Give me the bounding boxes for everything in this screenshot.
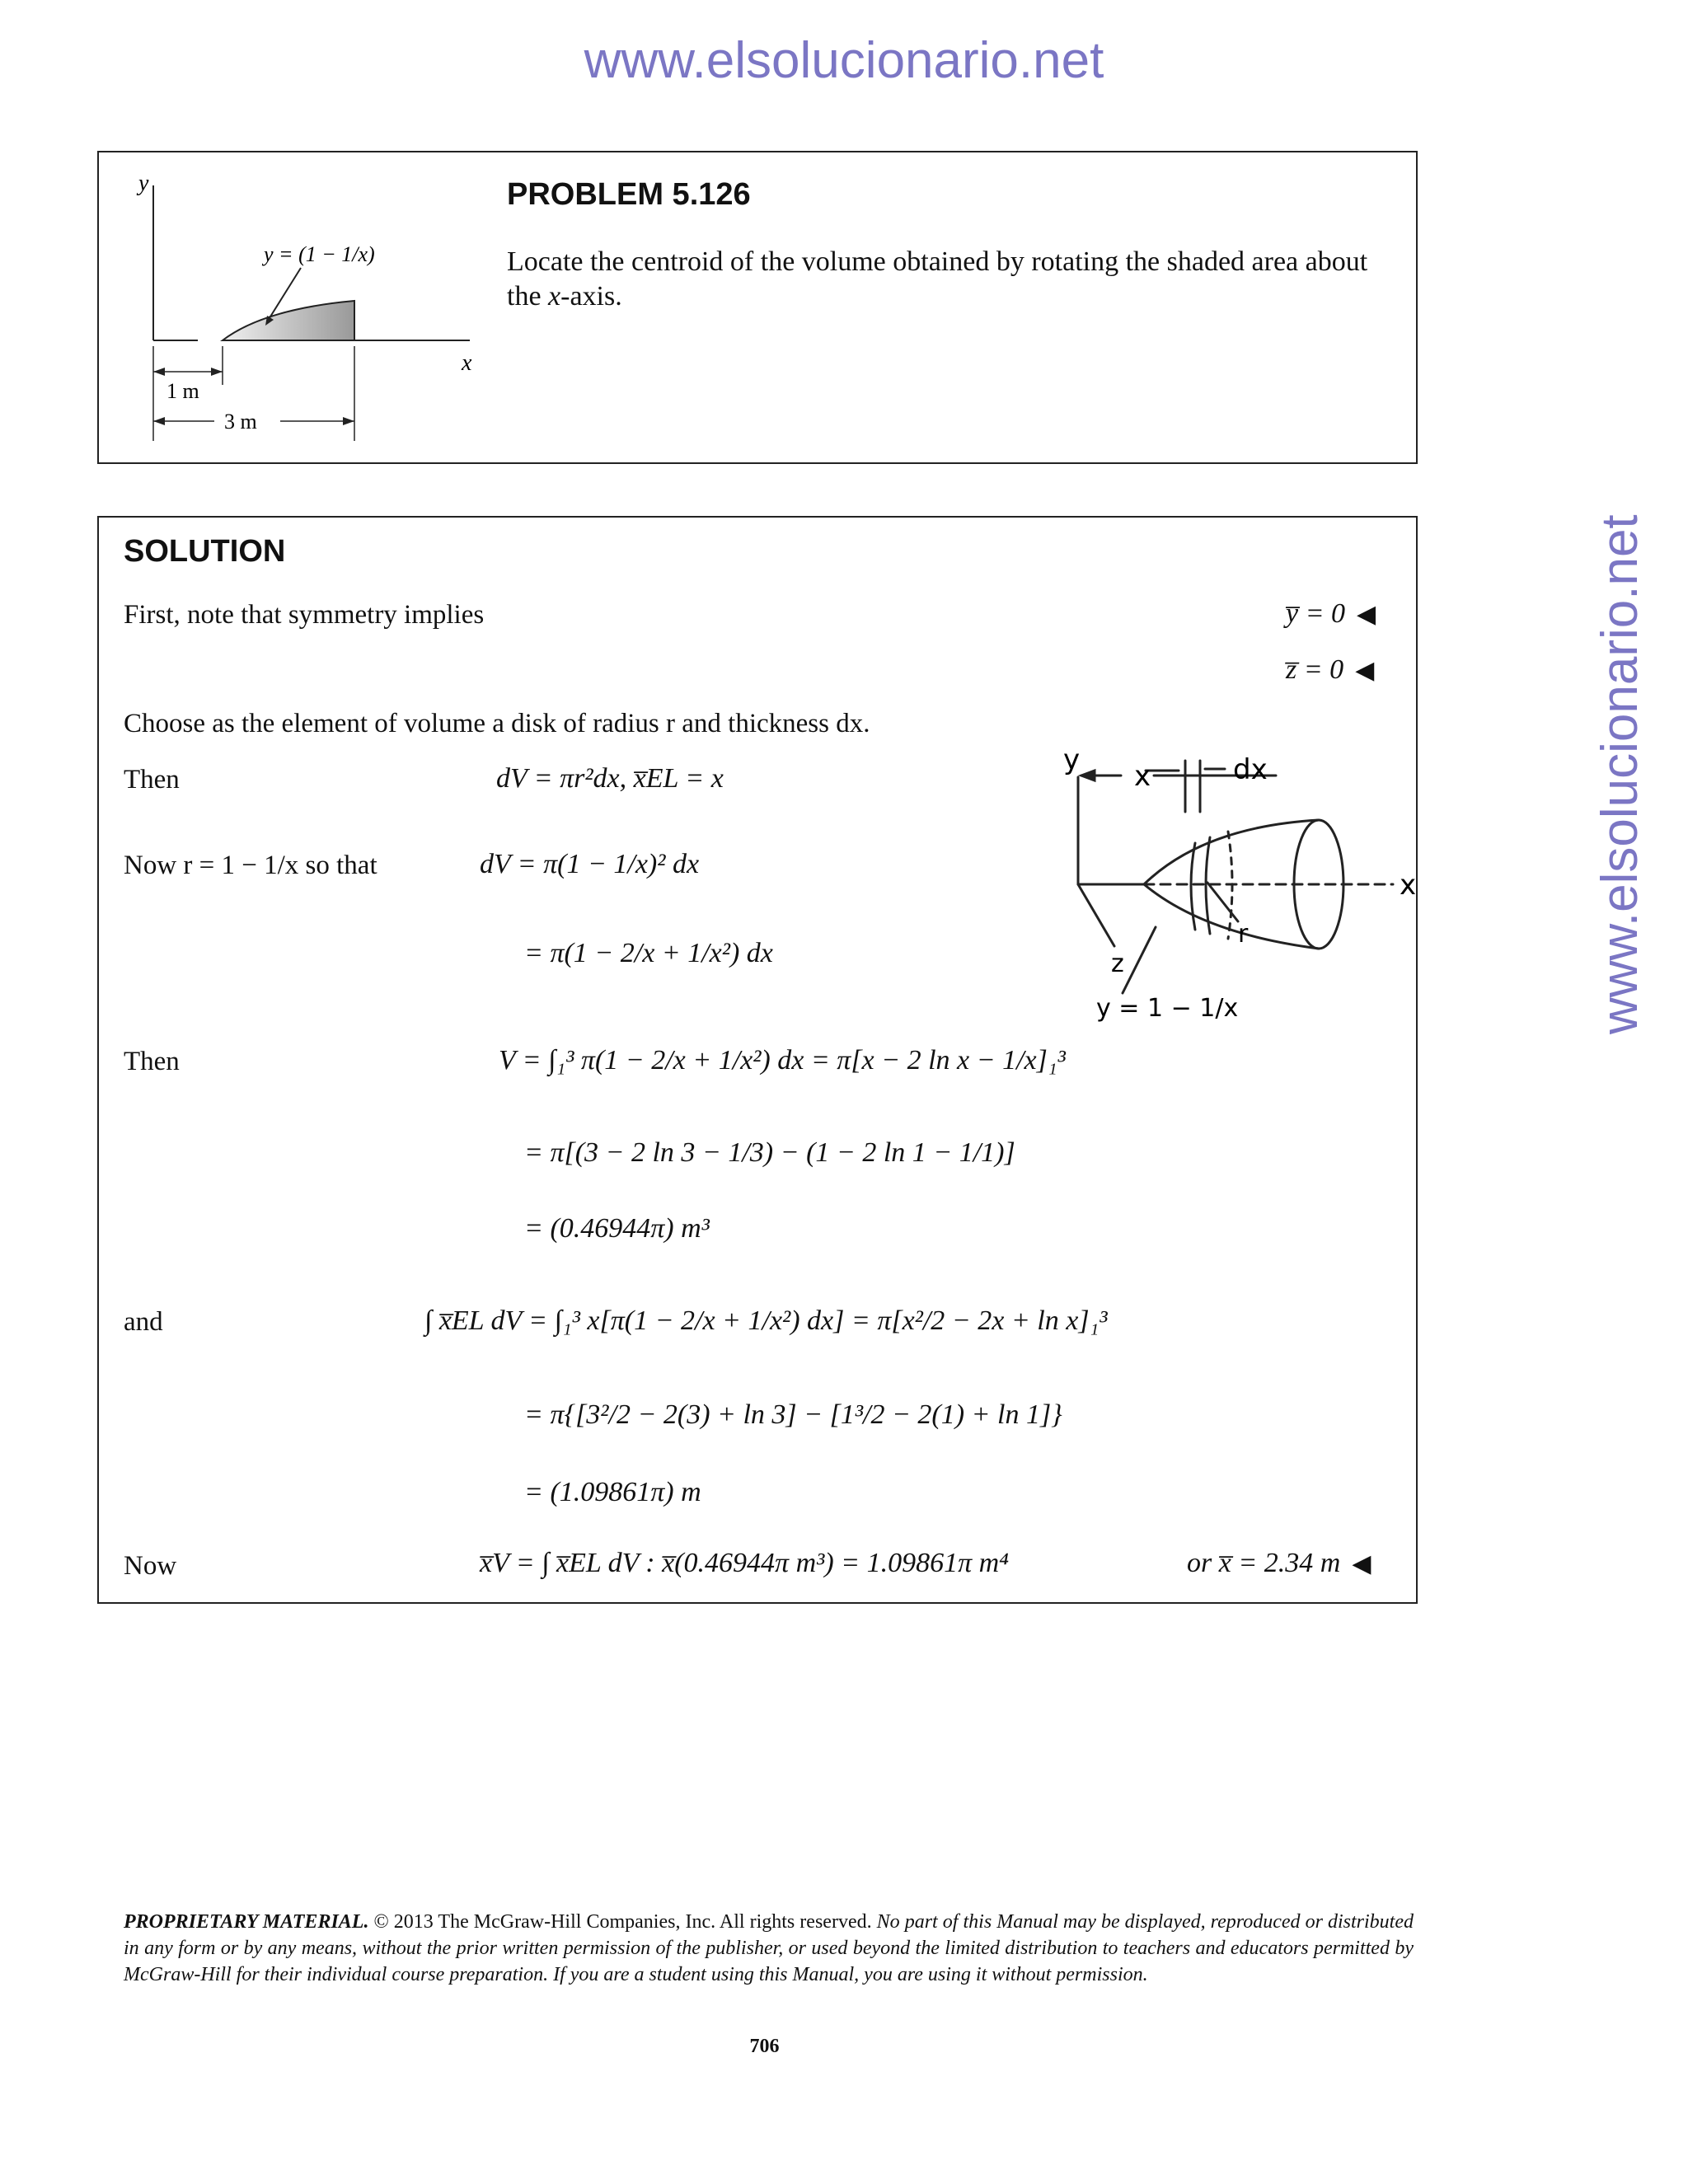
ybar-result: y̅ = 0 ◀ <box>1286 598 1376 629</box>
symmetry-text: First, note that symmetry implies <box>124 600 485 630</box>
footer-notice-text: No part of this Manual may be displayed, reproduced or distributed in any form or by any means, without the prior written permission of the publisher, or used beyond the limited distribution to teachers and educators permitted by McGraw-Hill for their individual course preparation. If you are a student using this Manual, you are using it without permission. <box>124 1911 1414 1985</box>
final-answer: or x̅ = 2.34 m ◀ <box>1187 1548 1372 1578</box>
eq-v3: = (0.46944π) m³ <box>524 1213 710 1244</box>
now-label-2: Now <box>124 1551 177 1581</box>
element-text: Choose as the element of volume a disk of radius r and thickness dx. <box>124 709 870 738</box>
solution-title: SOLUTION <box>124 534 286 569</box>
footer-notice <box>124 1909 1414 1988</box>
problem-figure <box>124 169 552 449</box>
statement-text-end: -axis. <box>560 281 622 312</box>
page-number: 706 <box>749 2036 780 2057</box>
and-label: and <box>124 1307 163 1337</box>
problem-title: PROBLEM 5.126 <box>507 177 751 212</box>
sketch-dx: dx <box>1233 753 1268 786</box>
eq-i3: = (1.09861π) m <box>524 1477 701 1507</box>
fig-dim1: 1 m <box>166 379 199 403</box>
eq-dv2: dV = π(1 − 1/x)² dx <box>480 849 700 879</box>
fig-curve-label: y = (1 − 1/x) <box>264 242 375 266</box>
sketch-x-axis: x <box>1400 869 1417 902</box>
footer-rights: © 2013 The McGraw-Hill Companies, Inc. All rights reserved. <box>368 1911 872 1933</box>
fig-y-label: y <box>138 171 149 196</box>
eq-i1: ∫ x̅EL dV = ∫₁³ x[π(1 − 2/x + 1/x²) dx] = π[x²/2 − 2x + ln x]₁³ <box>424 1305 1108 1336</box>
then-label-1: Then <box>124 765 180 794</box>
eq-dv: dV = πr²dx, x̅EL = x <box>496 763 724 794</box>
problem-box <box>97 151 1418 464</box>
fig-dim2: 3 m <box>224 410 257 434</box>
statement-var: x <box>548 281 561 312</box>
disk-element-sketch <box>1063 744 1525 1033</box>
problem-statement <box>507 245 1401 314</box>
statement-text: Locate the centroid of the volume obtained by rotating the shaded area about the <box>507 246 1368 312</box>
footer-lead: PROPRIETARY MATERIAL. <box>124 1911 369 1933</box>
sketch-curve: y = 1 − 1/x <box>1096 994 1239 1023</box>
sketch-y: y <box>1063 744 1081 776</box>
zbar-result: z̅ = 0 ◀ <box>1286 654 1375 685</box>
eq-final: x̅V = ∫ x̅EL dV : x̅(0.46944π m³) = 1.09861π m⁴ <box>480 1548 1009 1578</box>
sketch-z: z <box>1111 949 1124 978</box>
fig-x-label: x <box>462 350 472 376</box>
sketch-x: x <box>1134 760 1151 793</box>
zbar-value: z̅ = 0 <box>1286 654 1344 685</box>
watermark-side: www.elsolucionario.net <box>1592 514 1648 1034</box>
watermark-top: www.elsolucionario.net <box>584 32 1104 89</box>
then-label-2: Then <box>124 1047 180 1076</box>
now-label-1: Now r = 1 − 1/x so that <box>124 851 377 880</box>
eq-v2: = π[(3 − 2 ln 3 − 1/3) − (1 − 2 ln 1 − 1/1)] <box>524 1137 1015 1168</box>
eq-i2: = π{[3²/2 − 2(3) + ln 3] − [1³/2 − 2(1) + ln 1]} <box>524 1399 1062 1430</box>
eq-v1: V = ∫₁³ π(1 − 2/x + 1/x²) dx = π[x − 2 ln x − 1/x]₁³ <box>499 1045 1066 1076</box>
eq-dv3: = π(1 − 2/x + 1/x²) dx <box>524 938 773 968</box>
answer-value: or x̅ = 2.34 m <box>1187 1548 1341 1578</box>
sketch-r: r <box>1238 920 1249 949</box>
solution-box <box>97 516 1418 1604</box>
ybar-value: y̅ = 0 <box>1286 598 1346 629</box>
